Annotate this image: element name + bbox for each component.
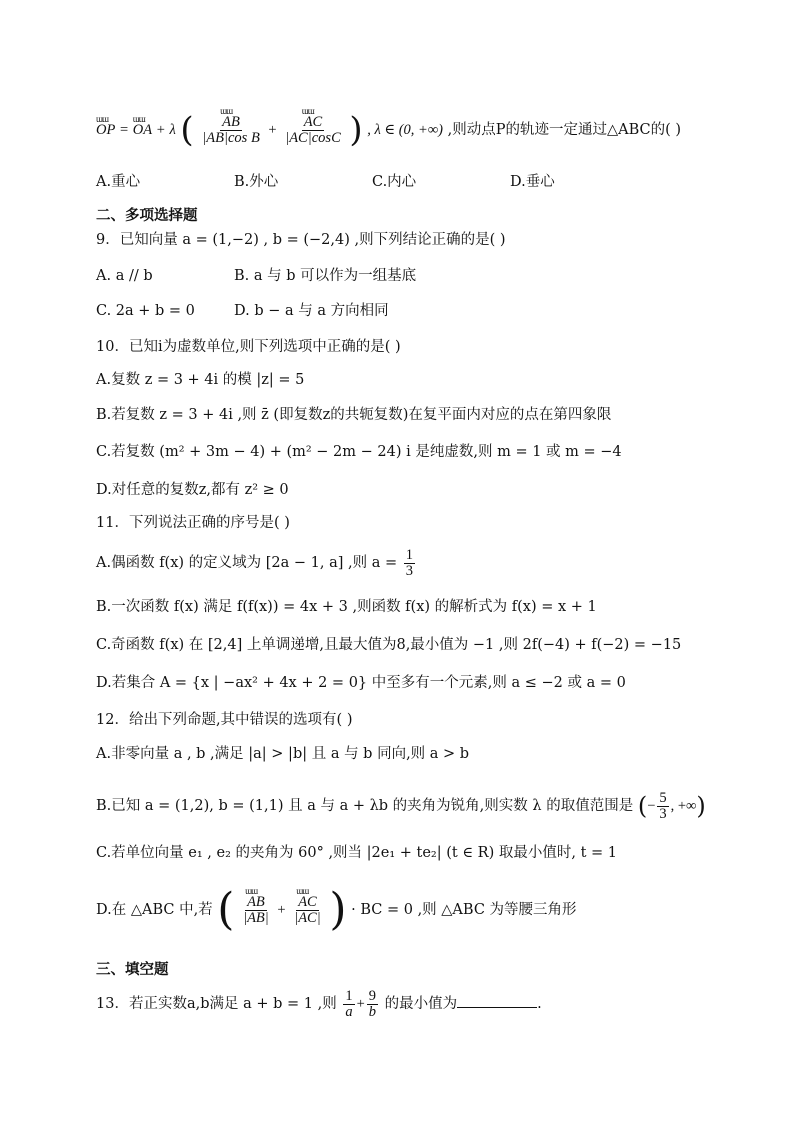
q9-option-d[interactable]: D. b − a 与 a 方向相同 — [234, 303, 389, 319]
section-multiple-choice: 二、多项选择题 — [96, 208, 198, 224]
fraction-ab-cosb: ɯɯ $\frac{AB}{\text{|AB|cos B}}$ — [200, 115, 262, 146]
q10-stem: 10．已知i为虚数单位,则下列选项中正确的是( ) — [96, 339, 401, 355]
q12-option-c[interactable]: C.若单位向量 e₁ , e₂ 的夹角为 60° ,则当 |2e₁ + te₂| (t ∈ R) 取最小值时, t = 1 — [96, 845, 618, 861]
q11-option-c[interactable]: C.奇函数 f(x) 在 [2,4] 上单调递增,且最大值为8,最小值为 −1 ,则 2f(−4) + f(−2) = −15 — [96, 637, 682, 653]
q13-stem: 13．若正实数a,b满足 a + b = 1 ,则 $\frac{1}{a}$ + $\frac{9}{b}$ 的最小值为 . — [96, 987, 542, 1020]
q11-stem: 11．下列说法正确的序号是( ) — [96, 515, 290, 531]
fraction-five-thirds: $\frac{5}{3}$ — [659, 789, 667, 822]
fraction-one-over-a: $\frac{1}{a}$ — [345, 987, 353, 1020]
q10-option-a[interactable]: A.复数 z = 3 + 4i 的模 |z| = 5 — [96, 372, 305, 388]
fraction-unit-ac: ɯɯ $\frac{AC}{|AC|}$ — [292, 895, 323, 926]
q10-option-b[interactable]: B.若复数 z = 3 + 4i ,则 z̄ (即复数z的共轭复数)在复平面内对应的点在第四象限 — [96, 407, 612, 423]
q8-option-c[interactable]: C.内心 — [372, 174, 417, 190]
q12-stem: 12．给出下列命题,其中错误的选项有( ) — [96, 712, 353, 728]
section-fill-in: 三、填空题 — [96, 962, 169, 978]
q9-stem: 9．已知向量 a = (1,−2) , b = (−2,4) ,则下列结论正确的是( ) — [96, 232, 506, 248]
fraction-ac-cosc: ɯɯ $\frac{AC}{|AC|\cos C}$ — [283, 115, 343, 146]
q11-option-b[interactable]: B.一次函数 f(x) 满足 f(f(x)) = 4x + 3 ,则函数 f(x) 的解析式为 f(x) = x + 1 — [96, 599, 597, 615]
q9-option-b[interactable]: B. a 与 b 可以作为一组基底 — [234, 268, 417, 284]
q8-option-b[interactable]: B.外心 — [234, 174, 279, 190]
q11-option-a[interactable]: A.偶函数 f(x) 的定义域为 [2a − 1, a] ,则 a = $\frac{1}{3}$ — [96, 546, 413, 579]
q8-option-d[interactable]: D.垂心 — [510, 174, 555, 190]
answer-blank[interactable] — [457, 993, 537, 1008]
q11-option-d[interactable]: D.若集合 A = {x | −ax² + 4x + 2 = 0} 中至多有一个元素,则 a ≤ −2 或 a = 0 — [96, 675, 626, 691]
q10-option-d[interactable]: D.对任意的复数z,都有 z² ≥ 0 — [96, 482, 289, 498]
fraction-one-third: $\frac{1}{3}$ — [405, 546, 413, 579]
lambda-symbol: λ — [169, 122, 176, 138]
q12-option-d[interactable]: D.在 △ABC 中,若 ( ɯɯ $\frac{AB}{|AB|}$ + ɯɯ $\frac{AC}{|AC|}$ ) · BC = 0 ,则 △ABC 为等腰三角形 — [96, 880, 577, 940]
q12-option-a[interactable]: A.非零向量 a , b ,满足 |a| > |b| 且 a 与 b 同向,则 a > b — [96, 746, 470, 762]
vector-op: ɯɯ OP — [96, 108, 115, 152]
q12-option-b[interactable]: B.已知 a = (1,2), b = (1,1) 且 a 与 a + λb 的夹角为锐角,则实数 λ 的取值范围是 (− $\frac{5}{3}$ , +∞) — [96, 789, 706, 822]
fraction-nine-over-b: $\frac{9}{b}$ — [368, 987, 376, 1020]
fraction-unit-ab: ɯɯ $\frac{AB}{|AB|}$ — [241, 895, 271, 926]
q8-option-a[interactable]: A.重心 — [96, 174, 141, 190]
q10-option-c[interactable]: C.若复数 (m² + 3m − 4) + (m² − 2m − 24) i 是纯虚数,则 m = 1 或 m = −4 — [96, 444, 622, 460]
q8-formula: ɯɯ OP = ɯɯ OA + λ ( ɯɯ $\frac{AB}{\text{|AB|cos B}}$ + ɯɯ $\frac{AC}{|AC|\cos C}$ ) , λ ∈ (0, +∞) ,则动点P的轨迹一定通过△ABC的( ) — [96, 108, 681, 152]
q8-stem-tail: ,则动点P的轨迹一定通过△ABC的( ) — [447, 122, 682, 138]
q9-option-c[interactable]: C. 2a + b = 0 — [96, 303, 195, 319]
q9-option-a[interactable]: A. a // b — [96, 268, 153, 284]
lambda-range: , λ ∈ (0, +∞) — [367, 122, 444, 138]
vector-oa: ɯɯ OA — [133, 108, 152, 152]
